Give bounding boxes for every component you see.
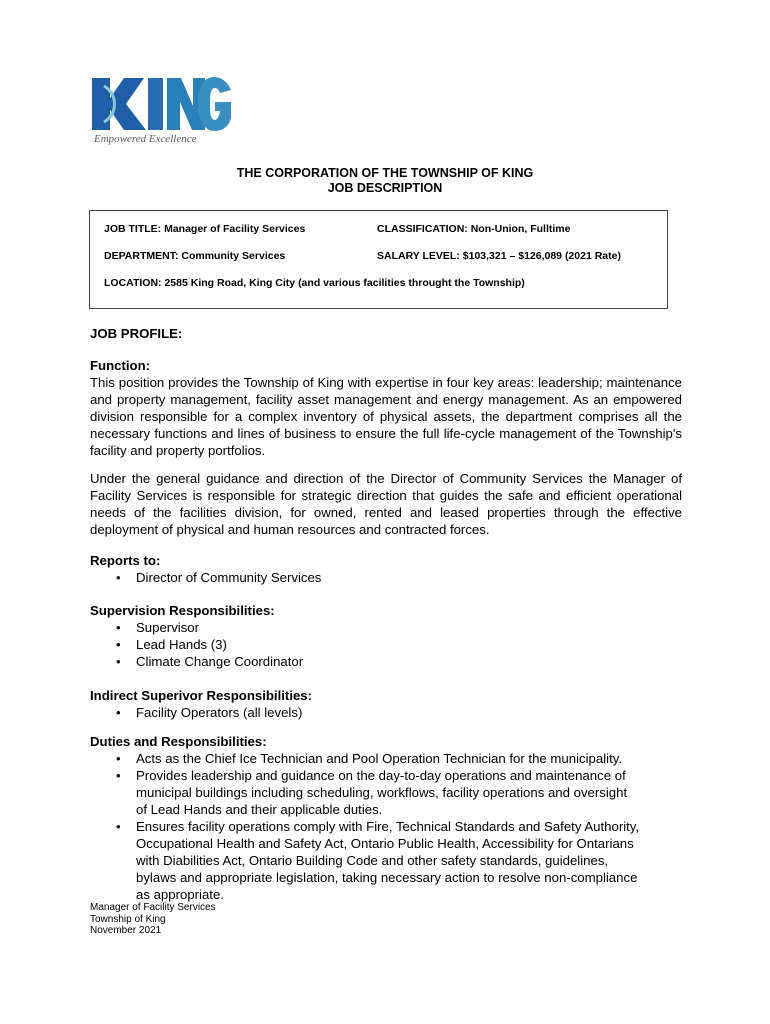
- function-section: [90, 357, 682, 459]
- list-item: • Climate Change Coordinator: [90, 653, 682, 670]
- king-logo: [88, 76, 233, 148]
- function-heading: Function:: [90, 358, 151, 373]
- guidance-paragraph: Under the general guidance and direction of the Director of Community Services the Manager of Facility Services is responsible for strategic direction that guides the safe and efficient operational needs of the facilities division, for owned, rented and leased properties through the effective deployment of physical and human resources and contracted forces.: [90, 471, 682, 537]
- list-item: • Provides leadership and guidance on the day-to-day operations and maintenance of municipal buildings including scheduling, workflows, facility operations and oversight of Lead Hands and their applicable duties.: [90, 767, 640, 818]
- supervision-list: [90, 619, 682, 670]
- list-item: • Ensures facility operations comply with Fire, Technical Standards and Safety Authority, Occupational Health and Safety Act, Ontario Public Health, Accessibility for Ontarians with Diabilities Act, Ontario Building Code and other safety standards, guidelines, bylaws and appropriate legislation, taking necessary action to resolve non-compliance as appropriate.: [90, 818, 640, 903]
- job-title: JOB TITLE: Manager of Facility Services: [104, 223, 306, 235]
- footer-line: Township of King: [90, 913, 166, 925]
- list-item: • Lead Hands (3): [90, 636, 682, 653]
- supervision-section: [90, 602, 682, 670]
- duties-heading: Duties and Responsibilities:: [90, 734, 267, 749]
- footer-line: Manager of Facility Services: [90, 902, 216, 913]
- list-item: • Facility Operators (all levels): [90, 704, 682, 721]
- reports-to-section: [90, 552, 682, 586]
- indirect-section: [90, 687, 682, 721]
- reports-to-list: [90, 569, 682, 586]
- list-item: • Acts as the Chief Ice Technician and Pool Operation Technician for the municipality.: [90, 750, 640, 767]
- duties-list: [90, 750, 640, 903]
- footer-line: November 2021: [90, 925, 162, 936]
- job-profile-heading: JOB PROFILE:: [90, 326, 183, 341]
- page-footer: [90, 902, 216, 937]
- department: DEPARTMENT: Community Services: [104, 250, 286, 262]
- list-item: • Supervisor: [90, 619, 682, 636]
- indirect-heading: Indirect Superivor Responsibilities:: [90, 688, 313, 703]
- job-info-box: [89, 210, 668, 309]
- supervision-heading: Supervision Responsibilities:: [90, 603, 275, 618]
- salary-level: SALARY LEVEL: $103,321 – $126,089 (2021 Rate): [377, 250, 621, 262]
- reports-to-heading: Reports to:: [90, 553, 161, 568]
- logo-tagline: Empowered Excellence: [94, 133, 197, 145]
- location: LOCATION: 2585 King Road, King City (and various facilities throught the Township): [104, 277, 525, 289]
- king-logo-wordmark: [88, 76, 233, 132]
- classification: CLASSIFICATION: Non-Union, Fulltime: [377, 223, 571, 235]
- indirect-list: [90, 704, 682, 721]
- corporation-heading: THE CORPORATION OF THE TOWNSHIP OF KING: [236, 166, 534, 180]
- list-item: • Director of Community Services: [90, 569, 682, 586]
- job-description-heading: JOB DESCRIPTION: [327, 181, 443, 195]
- duties-section: [90, 733, 682, 903]
- function-text: This position provides the Township of King with expertise in four key areas: leadership; maintenance and property management, facility asset management and energy management. As an empowered division responsible for a complex inventory of physical assets, the department comprises all the necessary functions and lines of business to ensure the full life-cycle management of the Township's facility and property portfolios.: [90, 375, 682, 458]
